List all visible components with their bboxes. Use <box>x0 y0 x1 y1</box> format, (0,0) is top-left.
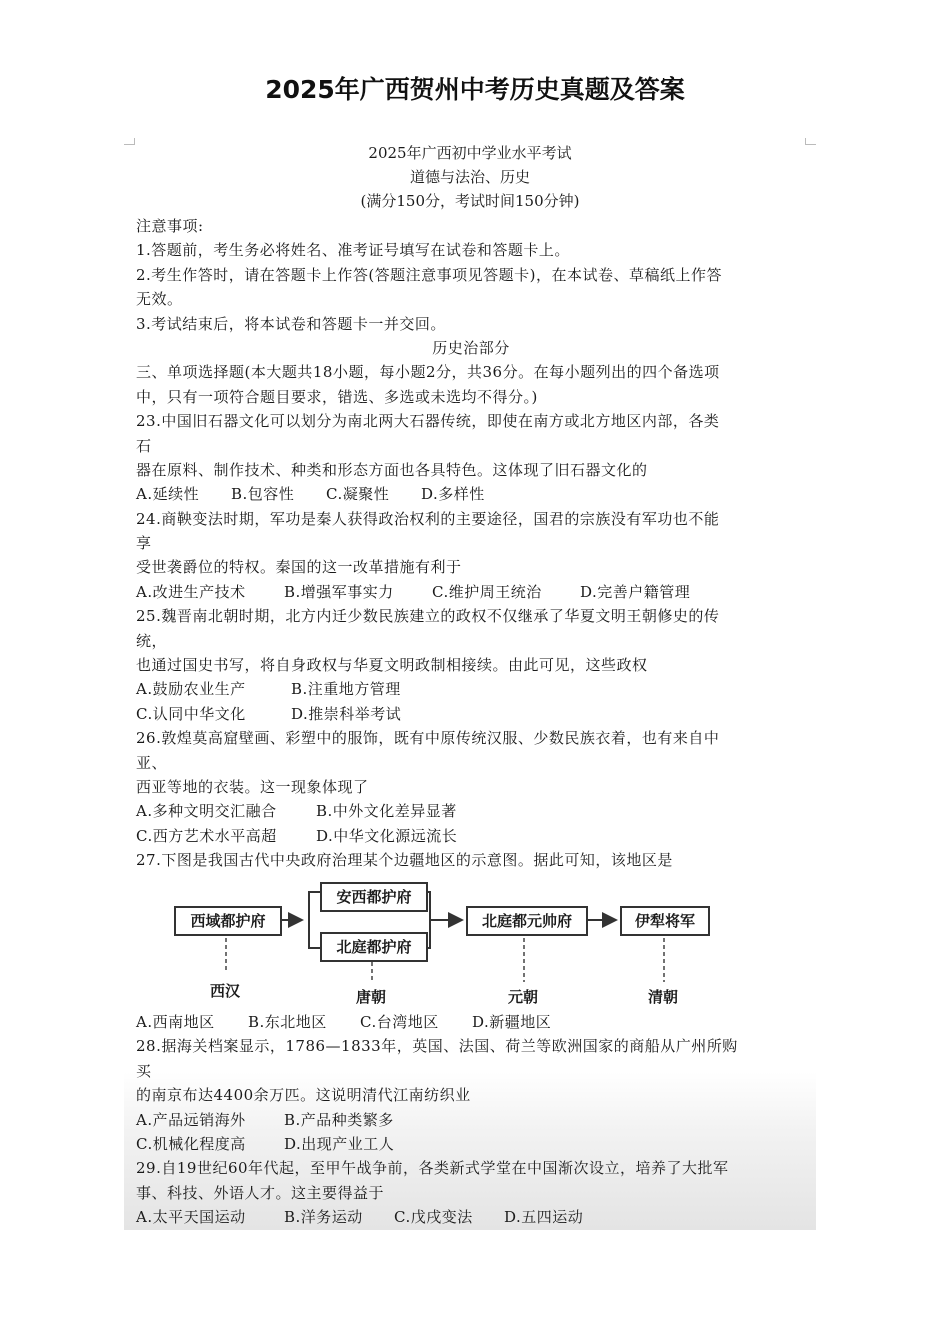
q28-stem-line: 买 <box>136 1061 152 1080</box>
exam-body-continued <box>136 1010 806 1230</box>
section-intro-line: 中，只有一项符合题目要求，错选、多选或未选均不得分。) <box>136 387 538 406</box>
q24-option-c[interactable]: C.维护周王统治 <box>432 582 542 601</box>
q26-stem-line: 26.敦煌莫高窟壁画、彩塑中的服饰，既有中原传统汉服、少数民族衣着，也有来自中 <box>136 729 720 748</box>
q28-option-d[interactable]: D.出现产业工人 <box>284 1134 395 1153</box>
box-anxi-duhufu: 安西都护府 <box>320 882 428 912</box>
box-yili-jiangjun: 伊犁将军 <box>620 906 710 936</box>
scanned-exam-page <box>124 132 816 1230</box>
q24-stem-line: 24.商鞅变法时期，军功是秦人获得政治权利的主要途径，国君的宗族没有军功也不能 <box>136 509 720 528</box>
era-tang: 唐朝 <box>356 988 387 1006</box>
q28-options-row1 <box>136 1108 806 1132</box>
q27-stem: 27.下图是我国古代中央政府治理某个边疆地区的示意图。据此可知，该地区是 <box>136 851 673 870</box>
box-xiyu-duhufu: 西域都护府 <box>174 906 282 936</box>
notes-line: 3.考试结束后，将本试卷和答题卡一并交回。 <box>136 314 446 333</box>
page-title: 2025年广西贺州中考历史真题及答案 <box>265 75 685 104</box>
q25-option-b[interactable]: B.注重地方管理 <box>291 680 401 699</box>
q28-options-row2 <box>136 1132 806 1156</box>
q26-option-b[interactable]: B.中外文化差异显著 <box>316 802 457 821</box>
q25-stem-line: 25.魏晋南北朝时期，北方内迁少数民族建立的政权不仅继承了华夏文明王朝修史的传 <box>136 607 720 626</box>
q29-option-d[interactable]: D.五四运动 <box>504 1208 584 1227</box>
exam-subject: 道德与法治、历史 <box>409 168 530 186</box>
notes-line: 1.答题前，考生务必将姓名、准考证号填写在试卷和答题卡上。 <box>136 241 570 260</box>
q26-option-d[interactable]: D.中华文化源远流长 <box>316 826 458 845</box>
q29-option-a[interactable]: A.太平天国运动 <box>136 1208 246 1227</box>
q23-option-a[interactable]: A.延续性 <box>136 485 200 504</box>
section-heading: 历史治部分 <box>432 338 510 357</box>
q28-option-c[interactable]: C.机械化程度高 <box>136 1134 246 1153</box>
q23-option-d[interactable]: D.多样性 <box>421 485 485 504</box>
q27-diagram <box>124 882 816 1012</box>
notes-line: 2.考生作答时，请在答题卡上作答(答题注意事项见答题卡)，在本试卷、草稿纸上作答 <box>136 265 723 284</box>
q23-option-b[interactable]: B.包容性 <box>231 485 295 504</box>
q28-option-b[interactable]: B.产品种类繁多 <box>284 1110 394 1129</box>
q25-option-d[interactable]: D.推崇科举考试 <box>291 704 402 723</box>
q24-stem-line: 受世袭爵位的特权。秦国的这一改革措施有利于 <box>136 558 462 577</box>
q28-stem-line: 28.据海关档案显示，1786—1833年，英国、法国、荷兰等欧洲国家的商船从广州所购 <box>136 1037 738 1056</box>
q25-options-row1 <box>136 677 806 701</box>
q27-option-c[interactable]: C.台湾地区 <box>360 1013 439 1031</box>
q24-stem-line: 享 <box>136 534 152 553</box>
notes-line: 注意事项: <box>136 217 204 235</box>
q23-stem-line: 23.中国旧石器文化可以划分为南北两大石器传统，即使在南方或北方地区内部，各类 <box>136 412 720 431</box>
notes-line: 无效。 <box>136 290 183 309</box>
box-beiting-duhufu: 北庭都护府 <box>320 932 428 962</box>
q23-stem-line: 器在原料、制作技术、种类和形态方面也各具特色。这体现了旧石器文化的 <box>136 460 648 479</box>
q25-stem-line: 统， <box>136 631 168 650</box>
q29-options <box>136 1205 806 1229</box>
era-xihan: 西汉 <box>210 982 241 1000</box>
q29-option-c[interactable]: C.戊戌变法 <box>394 1208 473 1227</box>
q29-option-b[interactable]: B.洋务运动 <box>284 1208 363 1227</box>
q29-stem-line: 29.自19世纪60年代起，至甲午战争前，各类新式学堂在中国渐次设立，培养了大批军 <box>136 1159 729 1178</box>
q25-options-row2 <box>136 702 806 726</box>
q24-options <box>136 580 806 604</box>
q26-option-a[interactable]: A.多种文明交汇融合 <box>136 802 277 821</box>
q27-option-b[interactable]: B.东北地区 <box>248 1013 327 1031</box>
q24-option-d[interactable]: D.完善户籍管理 <box>580 582 691 601</box>
q26-options-row1 <box>136 799 806 823</box>
era-yuan: 元朝 <box>508 988 539 1006</box>
q23-stem-line: 石 <box>136 436 152 455</box>
q25-option-c[interactable]: C.认同中华文化 <box>136 704 246 723</box>
q27-option-a[interactable]: A.西南地区 <box>136 1013 215 1031</box>
q28-option-a[interactable]: A.产品远销海外 <box>136 1110 246 1129</box>
q26-stem-line: 亚、 <box>136 753 168 772</box>
q24-option-a[interactable]: A.改进生产技术 <box>136 582 246 601</box>
q23-options <box>136 482 806 506</box>
q28-stem-line: 的南京布达4400余万匹。这说明清代江南纺织业 <box>136 1086 471 1105</box>
q26-option-c[interactable]: C.西方艺术水平高超 <box>136 826 277 845</box>
q25-option-a[interactable]: A.鼓励农业生产 <box>136 680 246 699</box>
era-qing: 清朝 <box>648 988 679 1006</box>
q23-option-c[interactable]: C.凝聚性 <box>326 485 390 504</box>
exam-info: (满分150分，考试时间150分钟) <box>360 192 580 210</box>
q24-option-b[interactable]: B.增强军事实力 <box>284 582 394 601</box>
q29-stem-line: 事、科技、外语人才。这主要得益于 <box>136 1183 385 1202</box>
box-beiting-yuanshuaifu: 北庭都元帅府 <box>466 906 588 936</box>
q26-options-row2 <box>136 824 806 848</box>
exam-title: 2025年广西初中学业水平考试 <box>368 144 572 162</box>
q27-options <box>136 1010 806 1034</box>
q25-stem-line: 也通过国史书写，将自身政权与华夏文明政制相接续。由此可见，这些政权 <box>136 656 648 675</box>
exam-body <box>136 214 806 873</box>
section-intro-line: 三、单项选择题(本大题共18小题，每小题2分，共36分。在每小题列出的四个备选项 <box>136 363 720 382</box>
q27-option-d[interactable]: D.新疆地区 <box>472 1013 552 1031</box>
q26-stem-line: 西亚等地的衣装。这一现象体现了 <box>136 777 369 796</box>
